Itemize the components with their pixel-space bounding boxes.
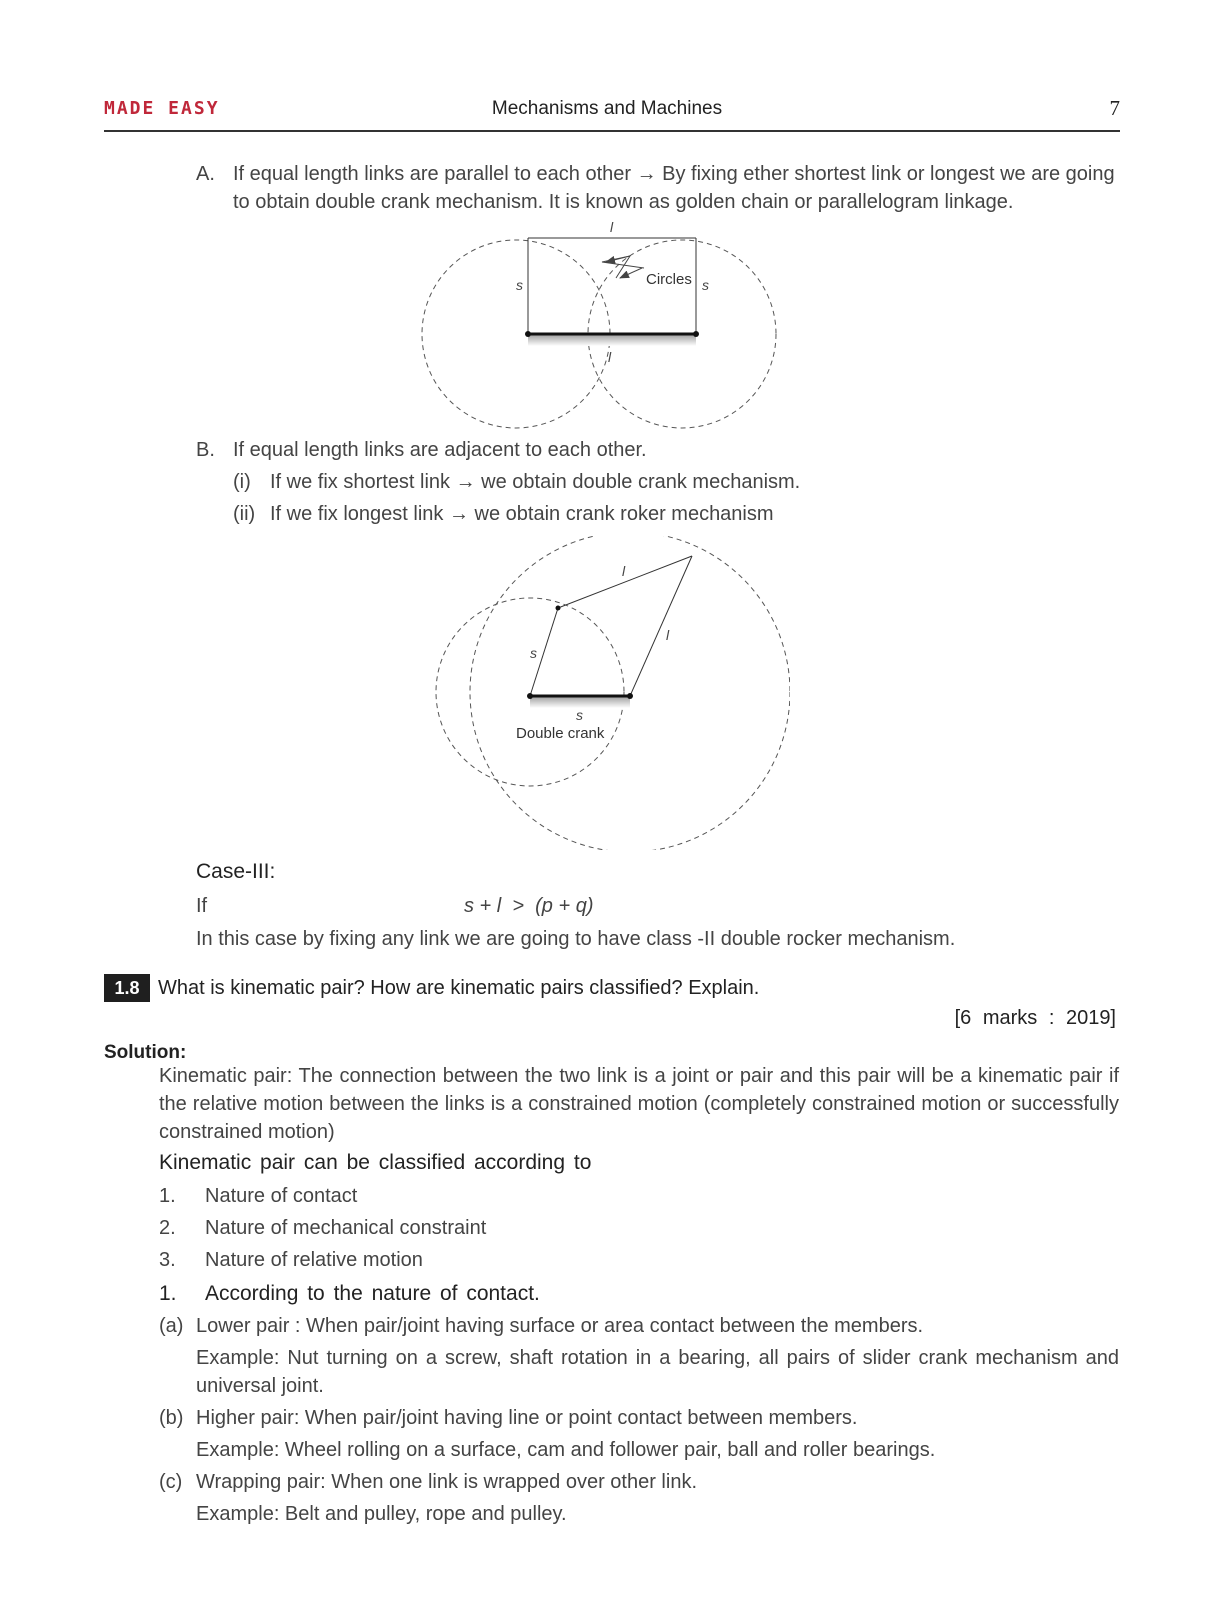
pair-marker: (a) bbox=[159, 1315, 184, 1337]
case-b-item-marker: (ii) bbox=[233, 503, 256, 525]
pivot-left bbox=[525, 331, 531, 337]
header-divider bbox=[104, 130, 1120, 132]
label-circles: Circles bbox=[646, 271, 692, 288]
parallelogram-linkage-figure bbox=[420, 222, 800, 438]
list-item: Nature of relative motion bbox=[205, 1249, 423, 1271]
question-marks: [6 marks : 2019] bbox=[954, 1007, 1116, 1029]
pair-example: Example: Belt and pulley, rope and pulley. bbox=[196, 1503, 567, 1525]
solution-heading: Solution: bbox=[104, 1042, 187, 1063]
pivot-left bbox=[527, 693, 533, 699]
case-b-item-marker: (i) bbox=[233, 471, 251, 493]
long-crank-link bbox=[630, 556, 692, 696]
pair-example: Example: Wheel rolling on a surface, cam and follower pair, ball and roller bearings. bbox=[196, 1439, 936, 1461]
label-l-right: l bbox=[666, 627, 670, 643]
ground-hatch bbox=[528, 334, 696, 346]
case-a-marker: A. bbox=[196, 163, 215, 185]
pair-example: Example: Nut turning on a screw, shaft rotation in a bearing, all pairs of slider crank mechanism and universal joint. bbox=[196, 1347, 1119, 1397]
pivot-right bbox=[627, 693, 633, 699]
brand-logo: MADE EASY bbox=[104, 98, 220, 119]
label-l-top: l bbox=[622, 563, 626, 579]
question-text: What is kinematic pair? How are kinematic pairs classified? Explain. bbox=[158, 977, 760, 999]
label-l-bottom: l bbox=[608, 349, 612, 365]
label-s-bottom: s bbox=[576, 707, 583, 723]
case-b-item-text: If we fix shortest link → we obtain double crank mechanism. bbox=[270, 471, 801, 493]
case-three-if: If bbox=[196, 895, 208, 917]
case-three-formula: s + l > (p + q) bbox=[464, 895, 594, 917]
case-b-item-text: If we fix longest link → we obtain crank roker mechanism bbox=[270, 503, 774, 525]
sub-heading: According to the nature of contact. bbox=[205, 1282, 540, 1305]
question-number: 1.8 bbox=[104, 974, 150, 1002]
crank-path-circle-small bbox=[436, 598, 624, 786]
sub-heading-marker: 1. bbox=[159, 1282, 177, 1305]
case-three-heading: Case-III: bbox=[196, 860, 276, 883]
pair-marker: (b) bbox=[159, 1407, 184, 1429]
page-number: 7 bbox=[1109, 96, 1120, 120]
label-l-top: l bbox=[610, 222, 614, 235]
circles-pointer bbox=[602, 256, 644, 278]
list-marker: 1. bbox=[159, 1185, 176, 1207]
classify-heading: Kinematic pair can be classified according to bbox=[159, 1151, 592, 1174]
label-s-right: s bbox=[702, 277, 709, 293]
case-b-marker: B. bbox=[196, 439, 215, 461]
list-marker: 3. bbox=[159, 1249, 176, 1271]
solution-intro: Kinematic pair: The connection between the two link is a joint or pair and this pair will be a kinematic pair if the relative motion between the links is a constrained motion (completely constrained motion or successfully constrained motion) bbox=[159, 1065, 1119, 1143]
double-crank-figure bbox=[430, 536, 790, 850]
pair-text: Wrapping pair: When one link is wrapped over other link. bbox=[196, 1471, 697, 1493]
pair-text: Higher pair: When pair/joint having line or point contact between members. bbox=[196, 1407, 858, 1429]
joint bbox=[556, 606, 561, 611]
label-s-left: s bbox=[530, 645, 537, 661]
list-item: Nature of mechanical constraint bbox=[205, 1217, 487, 1239]
pair-text: Lower pair : When pair/joint having surface or area contact between the members. bbox=[196, 1315, 924, 1337]
list-item: Nature of contact bbox=[205, 1185, 358, 1207]
case-three-text: In this case by fixing any link we are going to have class -II double rocker mechanism. bbox=[196, 928, 956, 950]
case-b-text: If equal length links are adjacent to each other. bbox=[233, 439, 647, 461]
running-title: Mechanisms and Machines bbox=[491, 98, 723, 119]
figure-caption: Double crank bbox=[516, 725, 605, 742]
case-a-text: If equal length links are parallel to each other → By fixing ether shortest link or longest we are going to obtain double crank mechanism. It is known as golden chain or parallelogram linkage. bbox=[233, 163, 1115, 213]
pivot-right bbox=[693, 331, 699, 337]
label-s-left: s bbox=[516, 277, 523, 293]
list-marker: 2. bbox=[159, 1217, 176, 1239]
pair-marker: (c) bbox=[159, 1471, 183, 1493]
